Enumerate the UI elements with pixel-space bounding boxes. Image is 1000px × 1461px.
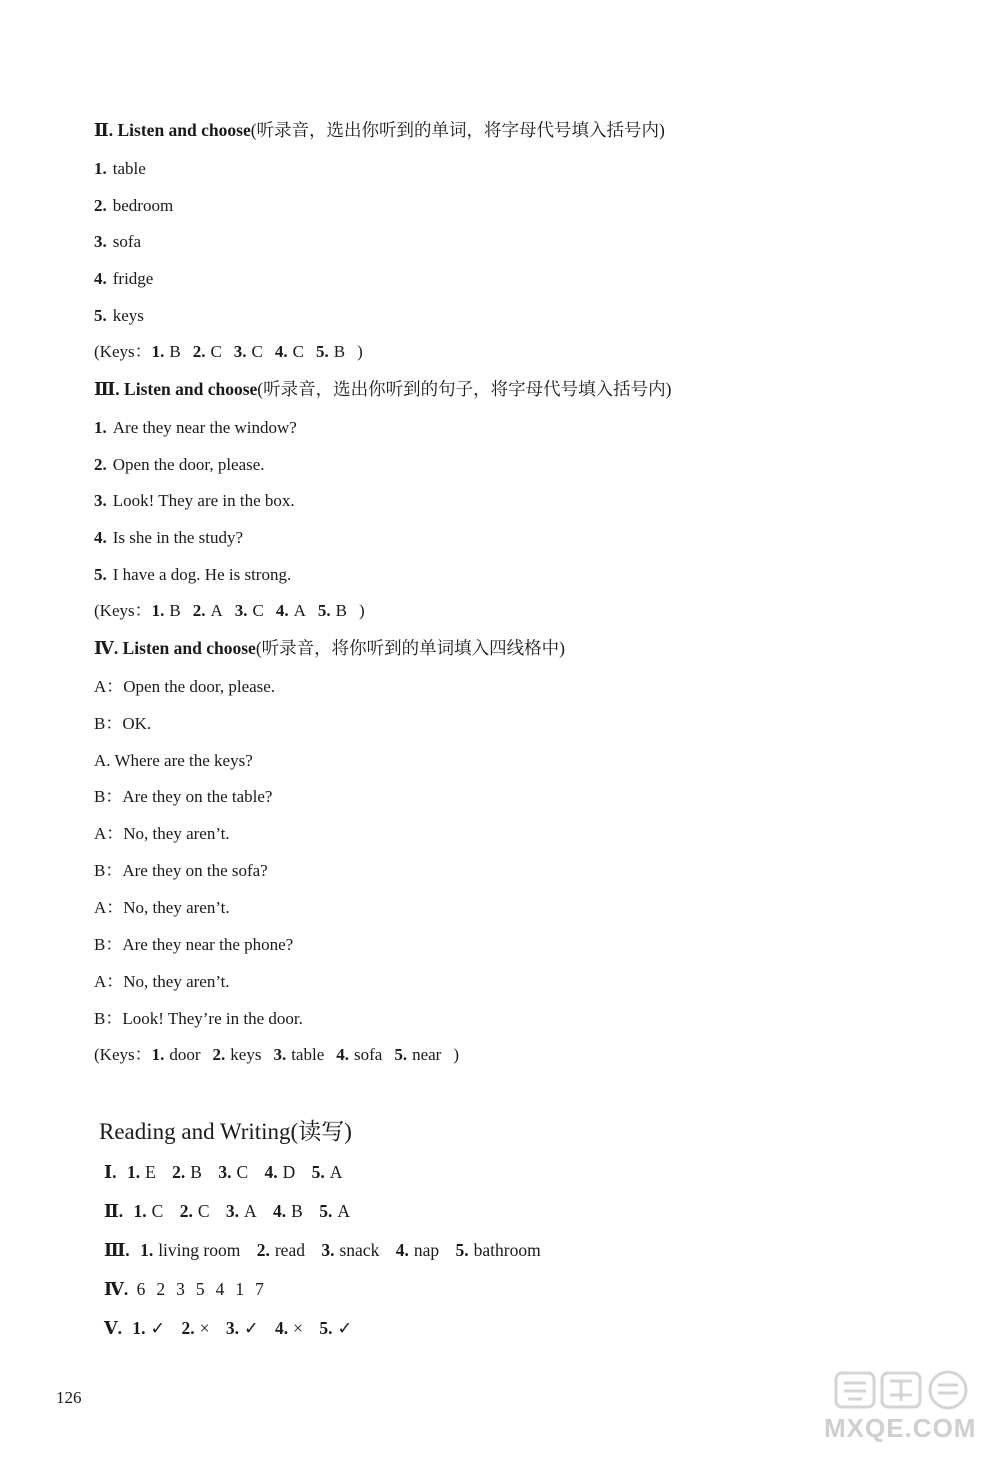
row-label: Ⅲ. xyxy=(104,1240,130,1260)
section-iii-title: Ⅲ. Listen and choose xyxy=(94,379,258,399)
dialogue-line: A：No, they aren’t. xyxy=(94,898,230,917)
list-item xyxy=(94,492,295,509)
item-text: bedroom xyxy=(112,196,174,215)
dialogue-line: B：OK. xyxy=(94,714,152,733)
item-text: I have a dog. He is strong. xyxy=(112,565,292,584)
key-item: 4. A xyxy=(275,601,306,620)
item-number: 2. xyxy=(94,196,107,215)
section-iv-title: Ⅳ. Listen and choose xyxy=(94,638,256,658)
item-text: Look! They are in the box. xyxy=(112,491,295,510)
item-text: Are they near the window? xyxy=(112,418,297,437)
dialogue-line: A：No, they aren’t. xyxy=(94,824,230,843)
list-item xyxy=(94,419,297,436)
page-number: 126 xyxy=(56,1388,82,1407)
item-number: 1. xyxy=(94,418,107,437)
list-item xyxy=(94,307,144,324)
list-item xyxy=(94,529,243,546)
item-text: sofa xyxy=(112,232,142,251)
keys-prefix: (Keys： xyxy=(94,601,152,620)
dialogue-line: B：Look! They’re in the door. xyxy=(94,1009,303,1028)
item-number: 5. xyxy=(94,306,107,325)
dialogue-line: A. Where are the keys? xyxy=(94,751,253,770)
dialogue-line: B：Are they near the phone? xyxy=(94,935,294,954)
keys-prefix: (Keys： xyxy=(94,1045,152,1064)
key-item: 4. C xyxy=(274,342,304,361)
watermark-logo-icon xyxy=(834,1367,974,1411)
row-label: Ⅱ. xyxy=(104,1201,124,1221)
section-ii-heading xyxy=(94,122,665,140)
row-label: Ⅰ. xyxy=(104,1162,117,1182)
key-item: 3. table xyxy=(273,1045,325,1064)
key-item: 3. C xyxy=(234,601,264,620)
item-text: Is she in the study? xyxy=(112,528,244,547)
item-text: table xyxy=(112,159,146,178)
list-item xyxy=(94,197,173,214)
watermark xyxy=(782,1367,982,1447)
section-ii-keys xyxy=(94,343,363,360)
section-iii-instruction: (听录音，选出你听到的句子，将字母代号填入括号内) xyxy=(257,379,672,399)
rw-row-iv: Ⅳ. 6 2 3 5 4 1 7 xyxy=(104,1279,264,1299)
section-iv-keys xyxy=(94,1046,459,1063)
row-label: Ⅳ. xyxy=(104,1279,129,1299)
dialogue-line: A：Open the door, please. xyxy=(94,677,276,696)
keys-prefix: (Keys： xyxy=(94,342,152,361)
row-label: Ⅴ. xyxy=(104,1318,122,1338)
section-ii-title: Ⅱ. Listen and choose xyxy=(94,120,251,140)
list-item xyxy=(94,160,146,177)
key-item: 3. C xyxy=(233,342,263,361)
dialogue-line: B：Are they on the sofa? xyxy=(94,861,268,880)
keys-suffix: ) xyxy=(453,1045,460,1064)
item-number: 3. xyxy=(94,232,107,251)
section-iv-instruction: (听录音，将你听到的单词填入四线格中) xyxy=(255,638,565,658)
item-number: 4. xyxy=(94,528,107,547)
item-text: fridge xyxy=(112,269,154,288)
list-item xyxy=(94,566,291,583)
keys-suffix: ) xyxy=(357,342,363,361)
key-item: 2. A xyxy=(192,601,223,620)
item-number: 3. xyxy=(94,491,107,510)
section-iii-heading xyxy=(94,381,671,399)
reading-writing-title: Reading and Writing(读写) xyxy=(99,1119,352,1144)
list-item xyxy=(94,270,153,287)
key-item: 5. near xyxy=(394,1045,442,1064)
rw-row-i: Ⅰ. 1. E 2. B 3. C 4. D 5. A xyxy=(104,1162,343,1182)
rw-row-iii: Ⅲ. 1. living room 2. read 3. snack 4. nap 5. bathroom xyxy=(104,1240,541,1260)
rw-row-v: Ⅴ. 1. ✓ 2. × 3. ✓ 4. × 5. ✓ xyxy=(104,1318,353,1338)
list-item xyxy=(94,233,141,250)
dialogue-line: A：No, they aren’t. xyxy=(94,972,230,991)
item-text: Open the door, please. xyxy=(112,455,265,474)
key-item: 1. door xyxy=(151,1045,201,1064)
item-number: 5. xyxy=(94,565,107,584)
keys-suffix: ) xyxy=(358,601,365,620)
dialogue-line: B：Are they on the table? xyxy=(94,787,273,806)
item-number: 1. xyxy=(94,159,107,178)
item-text: keys xyxy=(112,306,144,325)
key-item: 4. sofa xyxy=(336,1045,383,1064)
key-item: 1. B xyxy=(151,342,181,361)
key-item: 5. B xyxy=(317,601,347,620)
section-iii-keys xyxy=(94,602,365,619)
list-item xyxy=(94,456,265,473)
key-item: 1. B xyxy=(151,601,181,620)
section-ii-instruction: (听录音，选出你听到的单词，将字母代号填入括号内) xyxy=(250,120,665,140)
section-iv-heading xyxy=(94,640,565,658)
watermark-text: MXQE.COM xyxy=(824,1413,977,1443)
key-item: 2. C xyxy=(192,342,222,361)
item-number: 2. xyxy=(94,455,107,474)
rw-row-ii: Ⅱ. 1. C 2. C 3. A 4. B 5. A xyxy=(104,1201,350,1221)
key-item: 5. B xyxy=(315,342,346,361)
item-number: 4. xyxy=(94,269,107,288)
key-item: 2. keys xyxy=(212,1045,262,1064)
